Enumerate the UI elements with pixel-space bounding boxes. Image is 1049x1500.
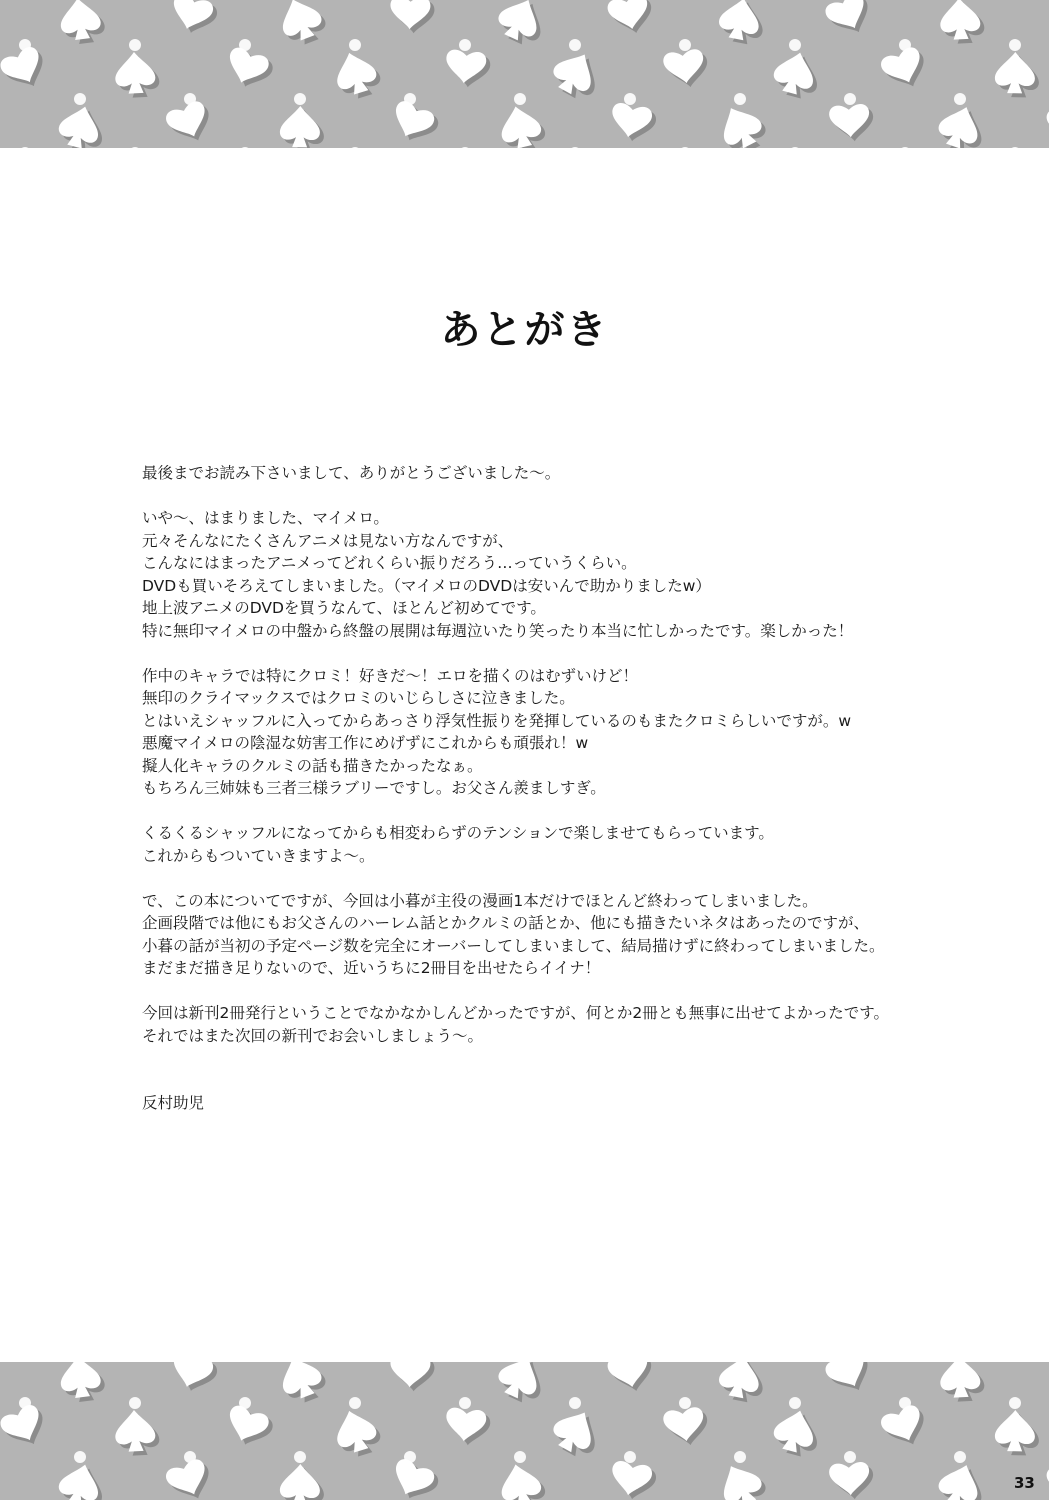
dot-icon: [459, 1397, 471, 1409]
afterword-body: [142, 462, 942, 1070]
spade-icon: [55, 1460, 104, 1500]
text-line: こんなにはまったアニメってどれくらい振りだろう…っていうくらい。: [142, 554, 637, 572]
heart-spade-pattern: [0, 1362, 1049, 1500]
dot-icon: [679, 1397, 691, 1409]
dot-icon: [899, 147, 911, 148]
text-line: で、この本についてですが、今回は小暮が主役の漫画1本だけでほとんど終わってしまいました。: [142, 891, 818, 910]
dot-icon: [349, 1397, 361, 1409]
dot-icon: [844, 1451, 856, 1463]
spade-icon: [58, 1362, 103, 1400]
paragraph-book: [142, 890, 942, 980]
text-line: 特に無印マイメロの中盤から終盤の展開は毎週泣いたり笑ったり本当に忙しかったです。楽しかった！: [142, 621, 854, 640]
text-line: 悪魔マイメロの陰湿な妨害工作にめげずにこれからも頑張れ！w: [142, 734, 589, 752]
heart-icon: [1044, 1458, 1049, 1500]
spade-icon: [58, 0, 103, 42]
paragraph-closing: [142, 1002, 942, 1047]
dot-icon: [569, 1397, 581, 1409]
spade-icon: [330, 1405, 380, 1456]
dot-icon: [734, 93, 746, 105]
dot-icon: [74, 1451, 86, 1463]
dot-icon: [74, 93, 86, 105]
dot-icon: [679, 147, 691, 148]
paragraph-mymelo: [142, 507, 942, 642]
dot-icon: [569, 39, 581, 51]
heart-icon: [829, 1461, 871, 1496]
text-line: 作中のキャラでは特にクロミ！好きだ～！エロを描くのはむずいけど！: [142, 666, 639, 685]
dot-icon: [569, 147, 581, 148]
dot-icon: [844, 93, 856, 105]
page-number: 33: [1014, 1474, 1035, 1492]
spade-icon: [274, 0, 326, 45]
heart-icon: [829, 103, 871, 138]
dot-icon: [129, 39, 141, 51]
heart-icon: [1044, 100, 1049, 143]
text-line: 地上波アニメのDVDを買うなんて、ほとんど初めてです。: [142, 599, 546, 617]
spade-icon: [274, 1362, 326, 1403]
text-line: くるくるシャッフルになってからも相変わらずのテンションで楽しませてもらっています。: [142, 824, 774, 842]
dot-icon: [19, 147, 31, 148]
paragraph-kuromi: [142, 665, 942, 800]
dot-icon: [789, 1397, 801, 1409]
bottom-pattern-band: [0, 1362, 1049, 1500]
dot-icon: [1009, 1397, 1021, 1409]
paragraph-shuffle: [142, 822, 942, 867]
text-line: DVDも買いそろえてしまいました。（マイメロのDVDは安いんで助かりましたw）: [142, 576, 711, 595]
heart-spade-pattern: [0, 0, 1049, 148]
spade-icon: [330, 47, 380, 98]
text-line: 無印のクライマックスではクロミのいじらしさに泣きました。: [142, 689, 575, 707]
text-line: それではまた次回の新刊でお会いしましょう～。: [142, 1026, 484, 1045]
dot-icon: [294, 93, 306, 105]
text-line: いや～、はまりました、マイメロ。: [142, 509, 389, 527]
dot-icon: [129, 1397, 141, 1409]
dot-icon: [1009, 39, 1021, 51]
dot-icon: [129, 147, 141, 148]
dot-icon: [459, 39, 471, 51]
text-line: これからもついていきますよ～。: [142, 846, 375, 865]
text-line: まだまだ描き足りないので、近いうちに2冊目を出せたらイイナ！: [142, 959, 601, 977]
dot-icon: [349, 39, 361, 51]
spade-icon: [280, 1464, 321, 1500]
text-line: 今回は新刊2冊発行ということでなかなかしんどかったですが、何とか2冊とも無事に出せてよかったです。: [142, 1004, 889, 1022]
dot-icon: [239, 147, 251, 148]
page-title: あとがき: [440, 307, 609, 353]
paragraph-thanks: [142, 462, 942, 485]
heart-icon: [444, 1407, 487, 1443]
dot-icon: [514, 93, 526, 105]
text-line: 小暮の話が当初の予定ページ数を完全にオーバーしてしまいまして、結局描けずに終わってしまいました。: [142, 936, 885, 955]
author-signature: 反村助児: [142, 1094, 205, 1112]
text-line: 最後までお読み下さいまして、ありがとうございました～。: [142, 464, 561, 482]
dot-icon: [294, 1451, 306, 1463]
dot-icon: [954, 93, 966, 105]
dot-icon: [624, 93, 636, 105]
dot-icon: [459, 147, 471, 148]
dot-icon: [514, 1451, 526, 1463]
top-pattern-band: [0, 0, 1049, 148]
dot-icon: [789, 147, 801, 148]
dot-icon: [789, 39, 801, 51]
text-line: とはいえシャッフルに入ってからあっさり浮気性振りを発揮しているのもまたクロミらしいですが。w: [142, 711, 852, 730]
text-line: 企画段階では他にもお父さんのハーレム話とかクルミの話とか、他にも描きたいネタはあったのですが、: [142, 914, 869, 932]
dot-icon: [624, 1451, 636, 1463]
heart-icon: [444, 49, 487, 85]
text-line: もちろん三姉妹も三者三様ラブリーですし。お父さん羨ましすぎ。: [142, 779, 606, 797]
dot-icon: [1009, 147, 1021, 148]
dot-icon: [734, 1451, 746, 1463]
dot-icon: [349, 147, 361, 148]
heart-icon: [390, 0, 431, 30]
text-line: 擬人化キャラのクルミの話も描きたかったなぁ。: [142, 756, 483, 775]
dot-icon: [679, 39, 691, 51]
text-line: 元々そんなにたくさんアニメは見ない方なんですが、: [142, 531, 514, 550]
dot-icon: [954, 1451, 966, 1463]
